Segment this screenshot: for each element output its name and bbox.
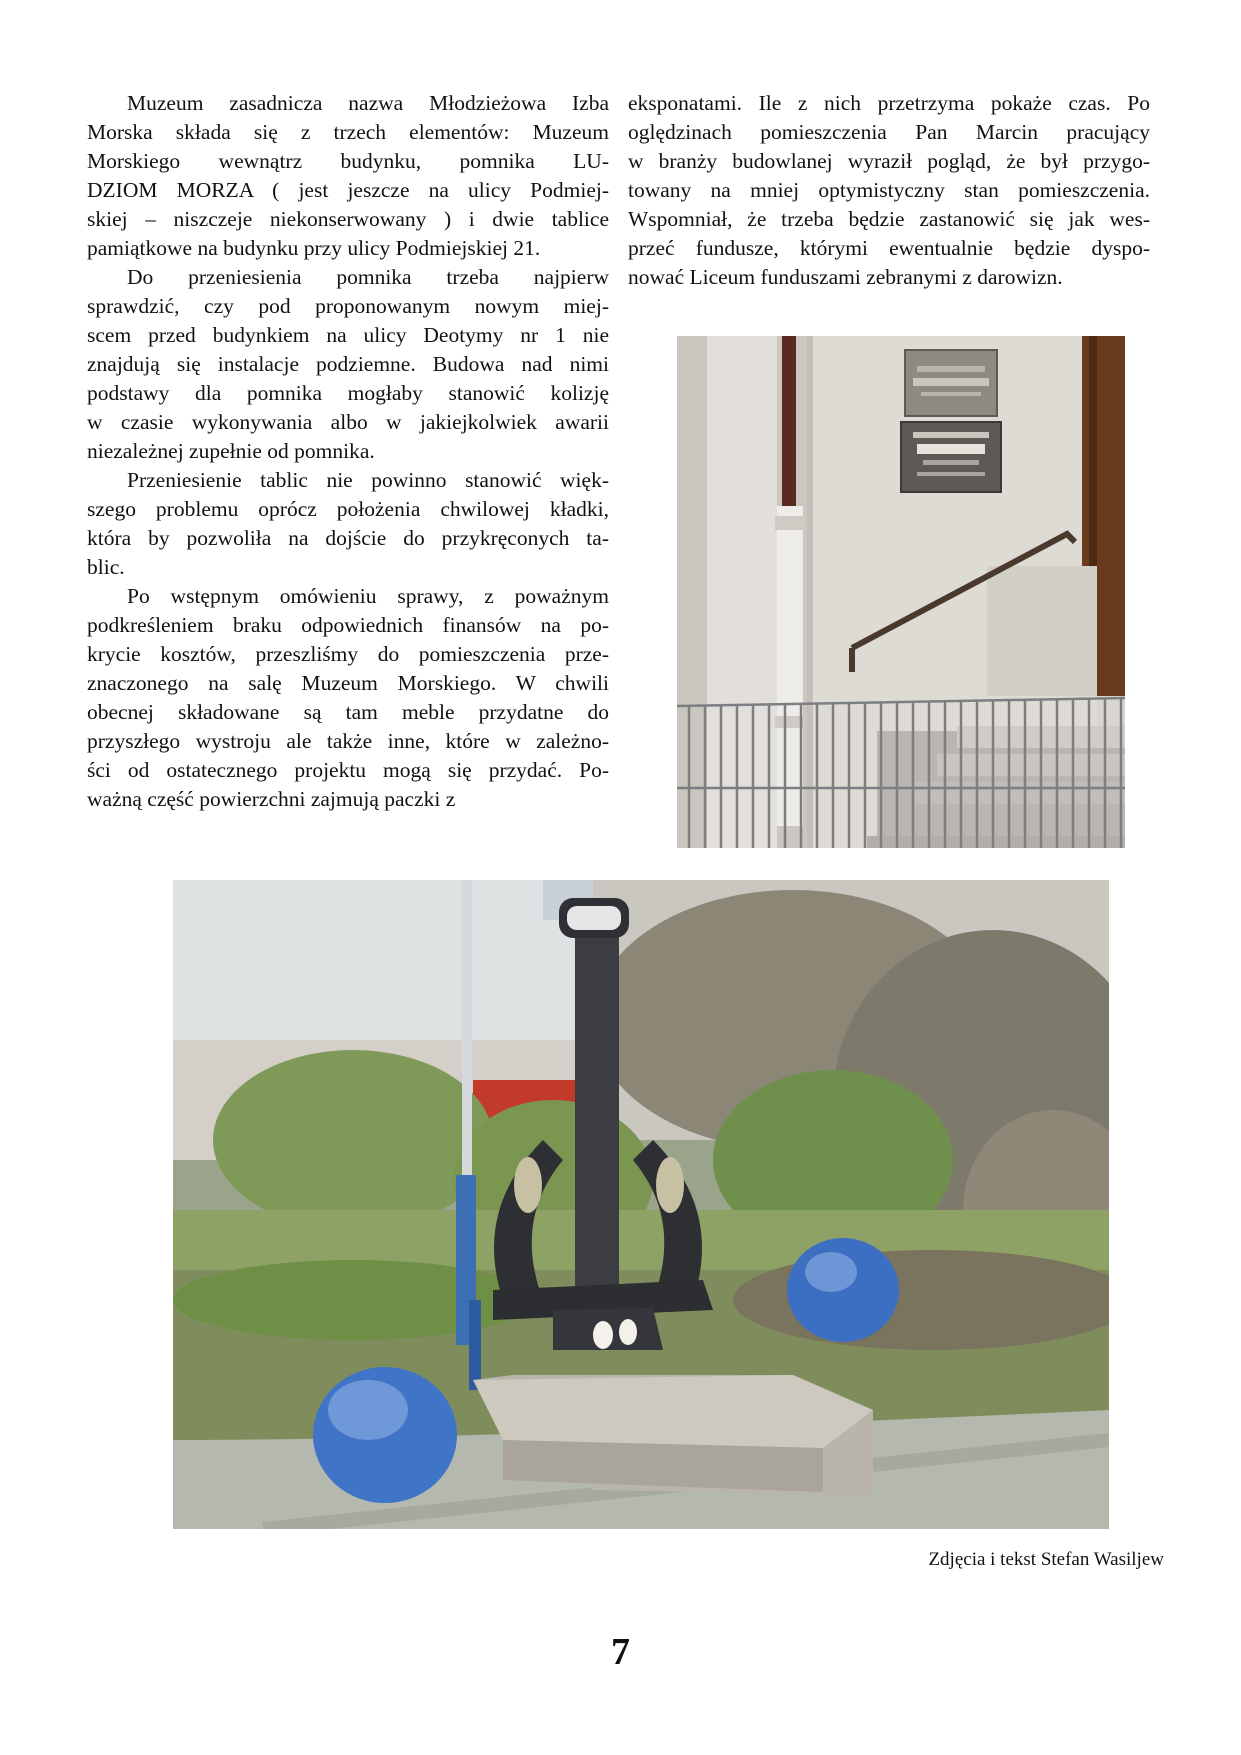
building-entrance-illustration xyxy=(677,336,1125,848)
text-line: Morska składa się z trzech elementów: Muzeum xyxy=(87,120,609,144)
text-line: eksponatami. Ile z nich przetrzyma pokaże czas. Po xyxy=(628,91,1150,115)
text-line: podstawy dla pomnika mogłaby stanowić kolizję xyxy=(87,381,609,405)
text-line: podkreśleniem braku odpowiednich finansów na po- xyxy=(87,613,609,637)
text-line: Morskiego wewnątrz budynku, pomnika LU- xyxy=(87,149,609,173)
text-line: obecnej składowane są tam meble przydatne do xyxy=(87,700,609,724)
text-line: znajdują się instalacje podziemne. Budowa nad nimi xyxy=(87,352,609,376)
text-line: pamiątkowe na budynku przy ulicy Podmiejskiej 21. xyxy=(87,236,541,260)
text-line: Wspomniał, że trzeba będzie zastanowić się jak wes- xyxy=(628,207,1150,231)
left-text-column xyxy=(87,89,609,814)
text-line: towany na mniej optymistyczny stan pomieszczenia. xyxy=(628,178,1150,202)
text-line: sprawdzić, czy pod proponowanym nowym miej- xyxy=(87,294,609,318)
photo-caption: Zdjęcia i tekst Stefan Wasiljew xyxy=(928,1549,1164,1570)
text-line: nować Liceum funduszami zebranymi z darowizn. xyxy=(628,265,1063,289)
text-line: blic. xyxy=(87,555,125,579)
text-line: Przeniesienie tablic nie powinno stanowić więk- xyxy=(127,468,609,492)
paragraph-4 xyxy=(87,582,609,814)
paragraph-5 xyxy=(628,89,1150,292)
text-line: skiej – niszczeje niekonserwowany ) i dwie tablice xyxy=(87,207,609,231)
text-line: Do przeniesienia pomnika trzeba najpierw xyxy=(127,265,609,289)
text-line: przyszłego wystroju ale także inne, które w zależno- xyxy=(87,729,609,753)
right-text-column xyxy=(628,89,1150,292)
text-line: w czasie wykonywania albo w jakiejkolwiek awarii xyxy=(87,410,609,434)
text-line: krycie kosztów, przeszliśmy do pomieszczenia prze- xyxy=(87,642,609,666)
text-line: ści od ostatecznego projektu mogą się przydać. Po- xyxy=(87,758,609,782)
text-line: przeć fundusze, którymi ewentualnie będzie dyspo- xyxy=(628,236,1150,260)
text-line: która by pozwoliła na dojście do przykręconych ta- xyxy=(87,526,609,550)
text-line: znaczonego na salę Muzeum Morskiego. W chwili xyxy=(87,671,609,695)
text-line: niezależnej zupełnie od pomnika. xyxy=(87,439,375,463)
text-line: ważną część powierzchni zajmują paczki z xyxy=(87,787,456,811)
paragraph-1 xyxy=(87,89,609,263)
anchor-monument-illustration xyxy=(173,880,1109,1529)
anchor-monument-photo xyxy=(173,880,1109,1529)
text-line: w branży budowlanej wyraził pogląd, że był przygo- xyxy=(628,149,1150,173)
building-entrance-photo xyxy=(677,336,1125,848)
page-number: 7 xyxy=(611,1631,630,1673)
text-line: Muzeum zasadnicza nazwa Młodzieżowa Izba xyxy=(127,91,609,115)
paragraph-3 xyxy=(87,466,609,582)
text-line: DZIOM MORZA ( jest jeszcze na ulicy Podmiej- xyxy=(87,178,609,202)
text-line: szego problemu oprócz położenia chwilowej kładki, xyxy=(87,497,609,521)
text-line: scem przed budynkiem na ulicy Deotymy nr 1 nie xyxy=(87,323,609,347)
text-line: oględzinach pomieszczenia Pan Marcin pracujący xyxy=(628,120,1150,144)
text-line: Po wstępnym omówieniu sprawy, z poważnym xyxy=(127,584,609,608)
paragraph-2 xyxy=(87,263,609,466)
